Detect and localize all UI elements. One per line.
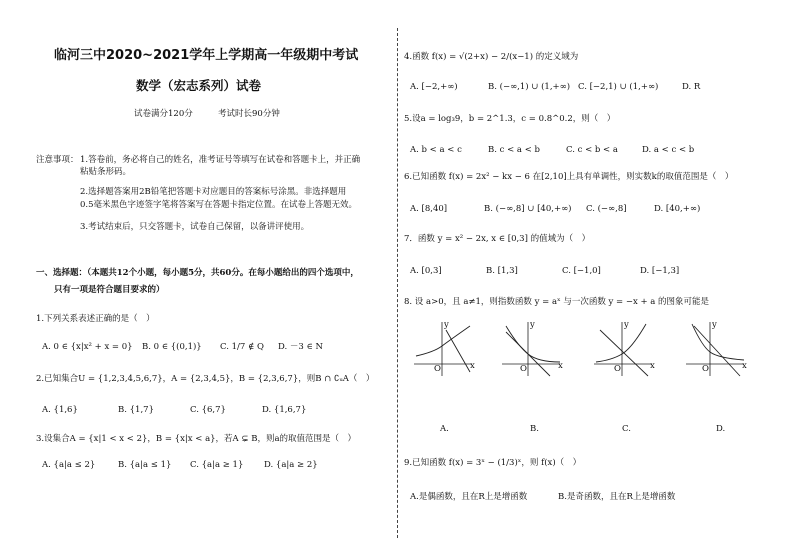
q6-option-a: A. [8,40]	[410, 204, 448, 214]
q3-option-a: A. {a|a ≤ 2}	[42, 460, 96, 470]
q7-option-b: B. [1,3]	[486, 266, 518, 276]
q6-option-c: C. (−∞,8]	[586, 204, 627, 214]
note-line-2b: 0.5毫米黑色字迹签字笔将答案写在答题卡指定位置。在试卷上答题无效。	[80, 200, 358, 210]
q3-option-b: B. {a|a ≤ 1}	[118, 460, 172, 470]
notes-label: 注意事项：	[36, 155, 79, 165]
time-info: 考试时长90分钟	[218, 109, 280, 119]
q2-option-c: C. {6,7}	[190, 405, 226, 415]
q8-graph-a-x-label: x	[470, 361, 475, 371]
q8-stem: 8. 设 a>0，且 a≠1，则指数函数 y = aˣ 与一次函数 y = −x + a 的图象可能是	[404, 297, 710, 307]
q2-stem: 2.已知集合U = {1,2,3,4,5,6,7}，A = {2,3,4,5}，B = {2,3,6,7}，则B ∩ ∁ᵤA（ ）	[36, 374, 375, 384]
q9-option-b: B.是奇函数，且在R上是增函数	[558, 492, 676, 502]
q8-graph-a	[412, 320, 474, 378]
q7-option-a: A. [0,3]	[410, 266, 442, 276]
q8-option-a: A.	[440, 424, 449, 434]
q8-graph-b-y-label: y	[530, 320, 535, 330]
q6-option-b: B. (−∞,8] ∪ [40,+∞)	[484, 204, 572, 214]
q8-graph-c-x-label: x	[650, 361, 655, 371]
q5-option-a: A. b < a < c	[410, 145, 462, 155]
q1-option-b: B. 0 ∈ {(0,1)}	[142, 342, 202, 352]
q8-graph-a-origin-label: O	[434, 364, 441, 374]
q4-option-b: B. (−∞,1) ∪ (1,+∞)	[488, 82, 571, 92]
q5-option-c: C. c < b < a	[566, 145, 618, 155]
q7-option-d: D. [−1,3]	[640, 266, 680, 276]
q4-option-d: D. R	[682, 82, 701, 92]
exam-title: 临河三中2020~2021学年上学期高一年级期中考试	[54, 48, 359, 63]
q8-graph-b-origin-label: O	[520, 364, 527, 374]
q2-option-d: D. {1,6,7}	[262, 405, 307, 415]
q8-option-d: D.	[716, 424, 726, 434]
q3-option-c: C. {a|a ≥ 1}	[190, 460, 244, 470]
exam-subtitle: 数学（宏志系列）试卷	[136, 78, 262, 93]
q9-stem: 9.已知函数 f(x) = 3ˣ − (1/3)ˣ，则 f(x)（ ）	[404, 458, 582, 468]
q8-option-b: B.	[530, 424, 539, 434]
q7-stem: 7．函数 y = x² − 2x, x ∈ [0,3] 的值域为（ ）	[404, 234, 591, 244]
q7-option-c: C. [−1,0]	[562, 266, 601, 276]
q2-option-a: A. {1,6}	[42, 405, 78, 415]
q8-graph-c-y-label: y	[624, 320, 629, 330]
section-heading-b: 只有一项是符合题目要求的）	[54, 285, 165, 295]
q5-option-b: B. c < a < b	[488, 145, 540, 155]
note-line-1b: 粘贴条形码。	[80, 167, 132, 177]
note-line-3: 3.考试结束后，只交答题卡，试卷自己保留，以备讲评使用。	[80, 222, 310, 232]
q8-graph-d-x-label: x	[742, 361, 747, 371]
q8-graph-d-y-label: y	[712, 320, 717, 330]
q4-stem: 4.函数 f(x) = √(2+x) − 2/(x−1) 的定义域为	[404, 52, 579, 62]
q3-option-d: D. {a|a ≥ 2}	[264, 460, 318, 470]
q4-option-c: C. [−2,1) ∪ (1,+∞)	[578, 82, 659, 92]
q8-graph-b-x-label: x	[558, 361, 563, 371]
q8-graph-c	[592, 320, 654, 378]
q4-option-a: A. [−2,+∞)	[410, 82, 458, 92]
column-divider	[397, 28, 398, 538]
q6-option-d: D. [40,+∞)	[654, 204, 701, 214]
note-line-2a: 2.选择题答案用2B铅笔把答题卡对应题目的答案标号涂黑。非选择题用	[80, 187, 347, 197]
score-info: 试卷满分120分	[134, 109, 193, 119]
q6-stem: 6.已知函数 f(x) = 2x² − kx − 6 在[2,10]上具有单调性，则实数k的取值范围是（ ）	[404, 172, 734, 182]
q8-graph-d-origin-label: O	[702, 364, 709, 374]
q1-stem: 1.下列关系表述正确的是（ ）	[36, 314, 155, 324]
q2-option-b: B. {1,7}	[118, 405, 154, 415]
note-line-1a: 1.答卷前，务必将自己的姓名，准考证号等填写在试卷和答题卡上，并正确	[80, 155, 361, 165]
q5-option-d: D. a < c < b	[642, 145, 695, 155]
q8-graph-c-origin-label: O	[614, 364, 621, 374]
q5-stem: 5.设a = log₃9，b = 2^1.3，c = 0.8^0.2，则（ ）	[404, 114, 616, 124]
q3-stem: 3.设集合A = {x|1 < x < 2}，B = {x|x < a}，若A ⊊ B，则a的取值范围是（ ）	[36, 434, 357, 444]
q1-option-d: D. －3 ∈ N	[278, 342, 323, 352]
q1-option-c: C. 1/7 ∉ Q	[220, 342, 264, 352]
q9-option-a: A.是偶函数，且在R上是增函数	[410, 492, 528, 502]
section-heading-a: 一、选择题：（本题共12个小题，每小题5分，共60分。在每小题给出的四个选项中，	[36, 268, 359, 278]
q8-option-c: C.	[622, 424, 631, 434]
q1-option-a: A. 0 ∈ {x|x² + x = 0}	[42, 342, 133, 352]
q8-graph-a-y-label: y	[444, 320, 449, 330]
